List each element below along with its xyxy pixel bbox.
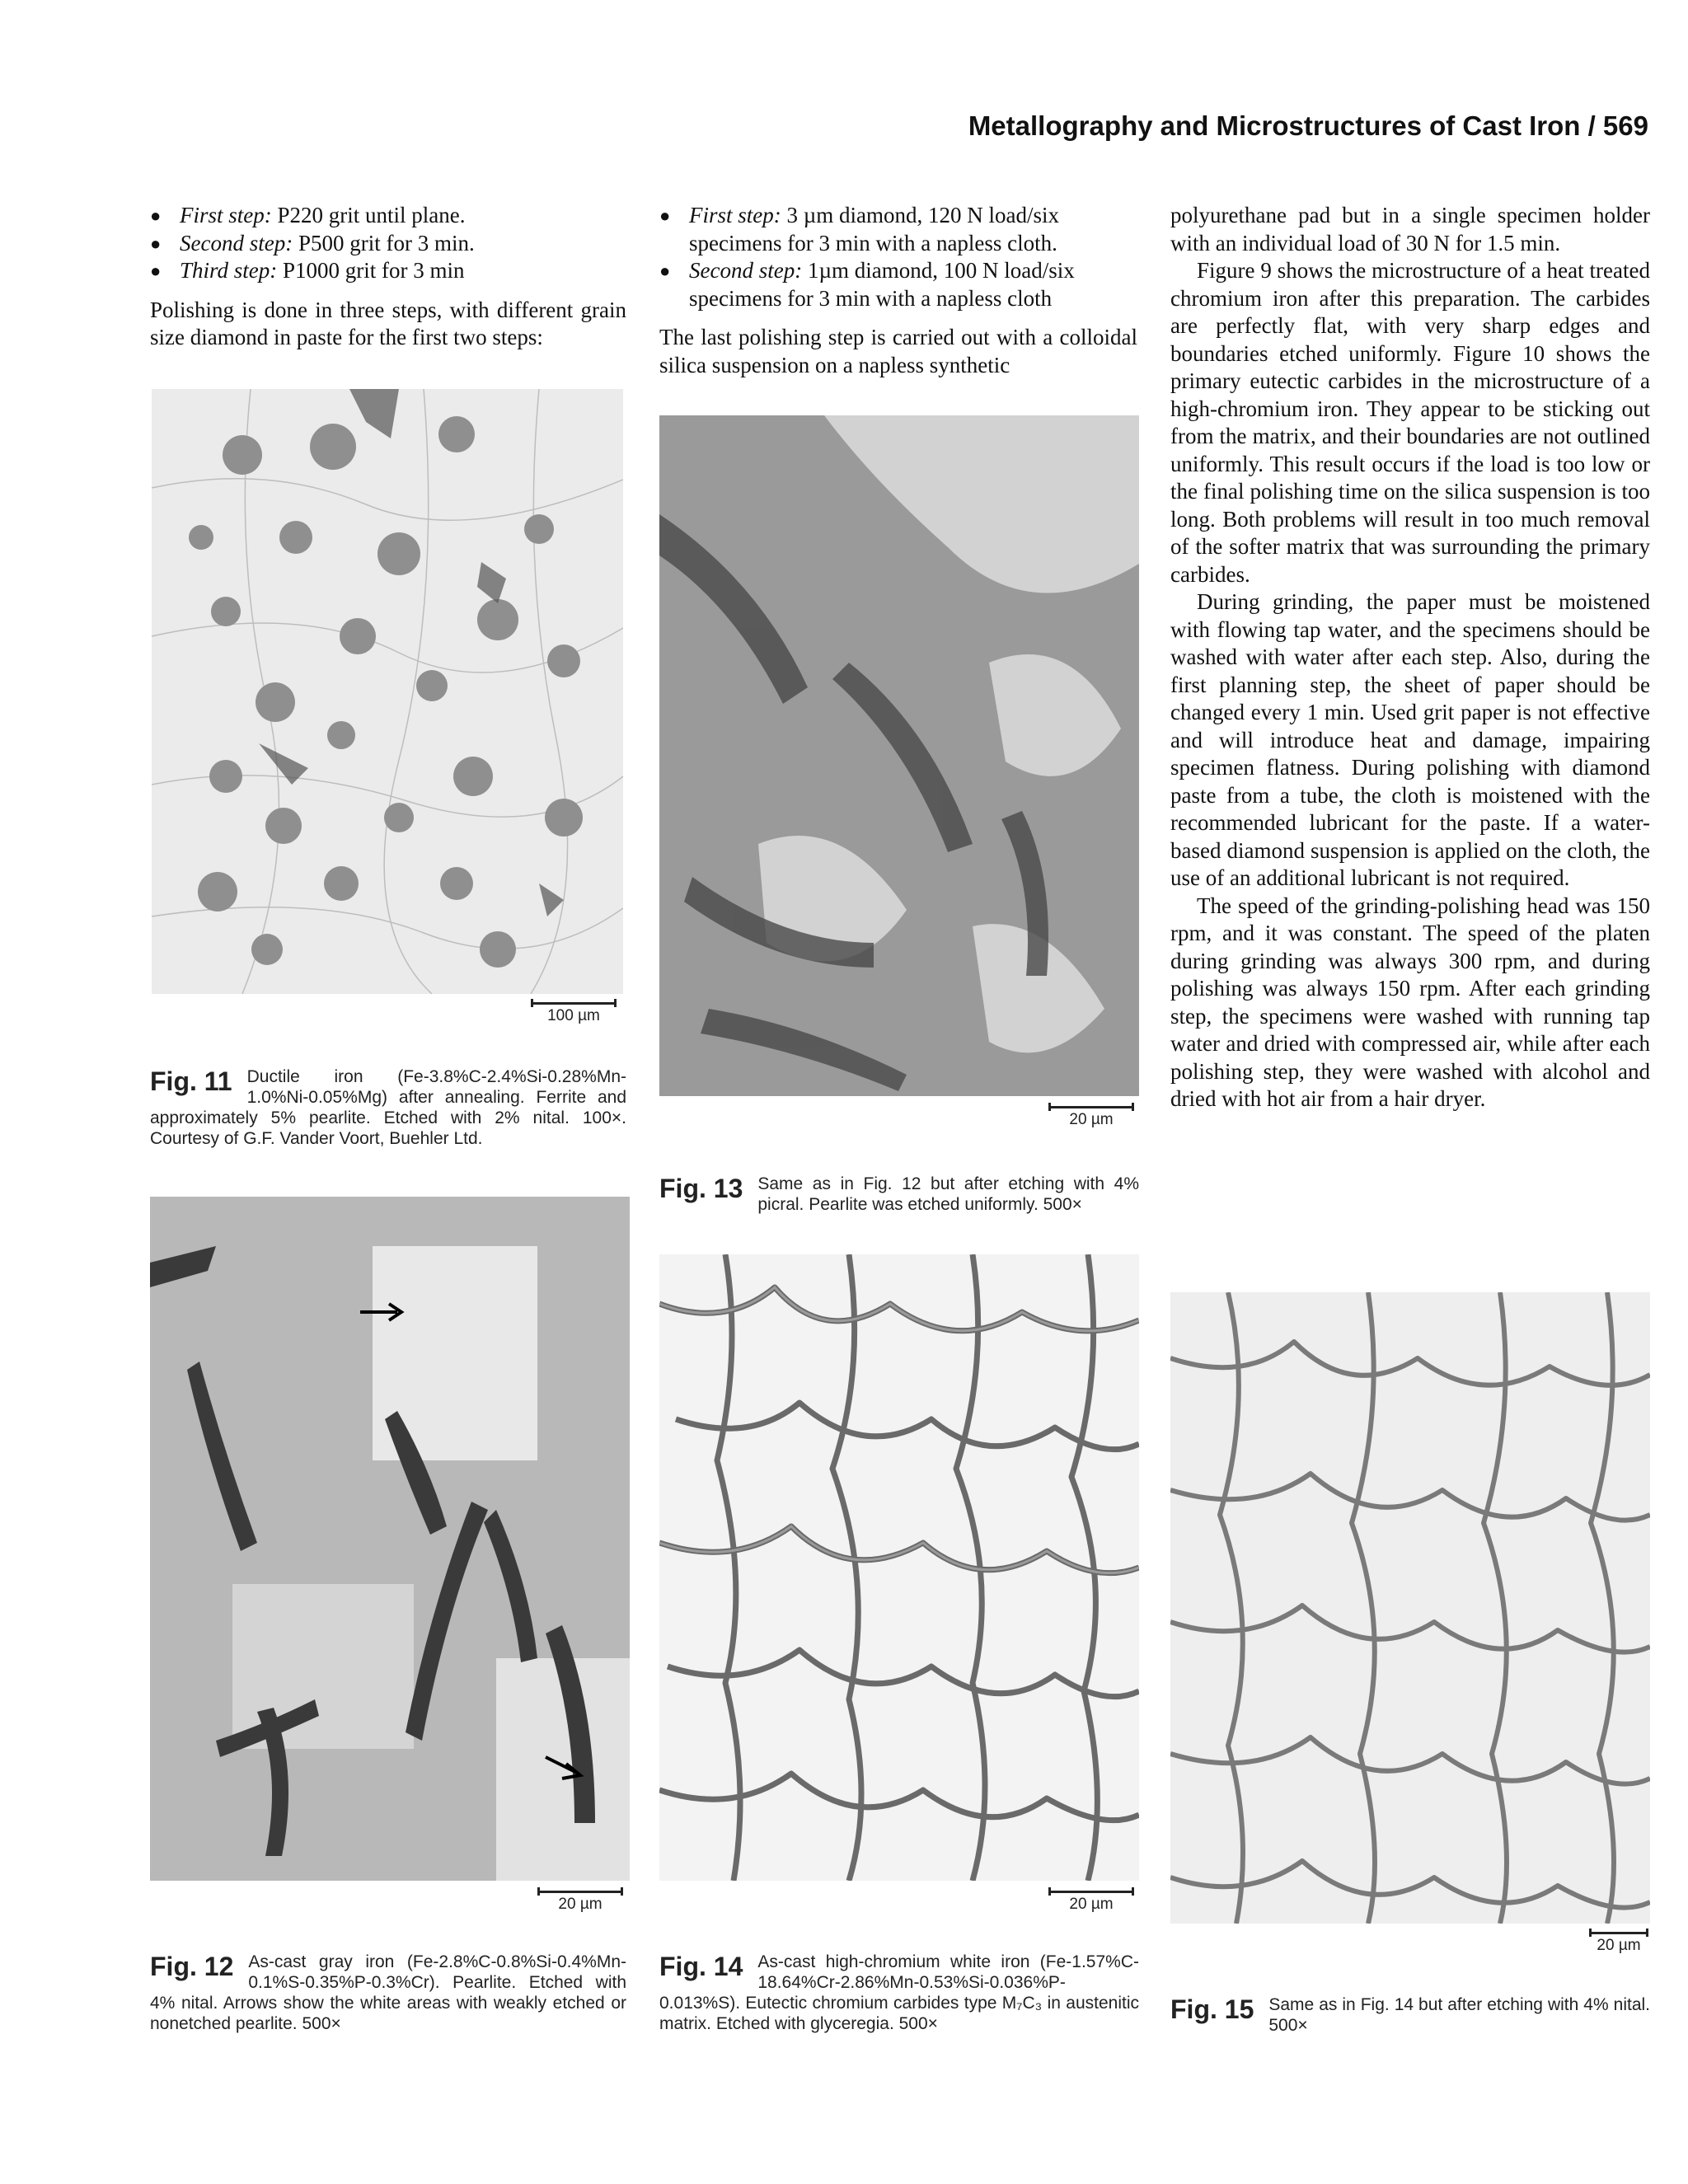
- fig14-caption: [659, 1952, 1139, 2034]
- scale-bar-line: [537, 1887, 623, 1896]
- scale-bar-line: [1048, 1103, 1134, 1111]
- list-item: ● Second step: P500 grit for 3 min.: [150, 230, 626, 258]
- carbide-network-nital-image: [1170, 1292, 1650, 1924]
- carbide-network-image: [659, 1254, 1139, 1881]
- paragraph: During grinding, the paper must be moistened with flowing tap water, and the specimens should be washed with water after each step. Also, during the first planning step, the sheet of paper should be changed every 1 min. Used grit paper is not effective and will introduce heat and damage, impairing specimen flatness. During polishing with diamond paste from a tube, the cloth is moistened with the recommended lubricant for the paste. If a water-based diamond suspension is applied on the cloth, the use of an additional lubricant is not required.: [1170, 589, 1650, 890]
- fig14-scale-bar: [1048, 1887, 1134, 1914]
- polishing-steps-list: [659, 202, 1137, 312]
- fig11-caption: [150, 1066, 626, 1149]
- column-1-text: [150, 202, 626, 352]
- scale-bar-label: 100 µm: [547, 1007, 600, 1024]
- caption-text: Ductile iron (Fe-3.8%C-2.4%Si-0.28%Mn-1.0%Ni-0.05%Mg) after annealing. Ferrite and approximately 5% pearlite. Etched with 2% nital. 100×. Courtesy of G.F. Vander Voort, Buehler Ltd.: [150, 1067, 626, 1148]
- fig15-micrograph: [1170, 1292, 1650, 1924]
- column-2-text: [659, 202, 1137, 379]
- paragraph: The speed of the grinding-polishing head was 150 rpm, and it was constant. The speed of the platen during grinding was always 300 rpm, and during polishing was always 150 rpm. After each grinding step, the specimens were washed with running tap water and dried with compressed air, while after each polishing step, they were washed with alcohol and dried with hot air from a hair dryer.: [1170, 893, 1650, 1111]
- figure-label: Fig. 11: [150, 1066, 232, 1096]
- scale-bar-label: 20 µm: [1069, 1111, 1114, 1128]
- fig15-caption: [1170, 1994, 1650, 2036]
- paragraph: Figure 9 shows the microstructure of a heat treated chromium iron after this preparation. The carbides are perfectly flat, with very sharp edges and boundaries etched uniformly. Figure 10 shows the primary eutectic carbides in the microstructure of a high-chromium iron. They appear to be sticking out from the matrix, and their boundaries are not outlined uniformly. This result occurs if the load is too low or the final polishing time on the silica suspension is too long. Both problems will result in too much removal of the softer matrix that was surrounding the primary carbides.: [1170, 258, 1650, 587]
- scale-bar-line: [531, 999, 617, 1007]
- fig13-caption: [659, 1174, 1139, 1215]
- fig11-scale-bar: [531, 999, 617, 1025]
- grinding-steps-list: [150, 202, 626, 285]
- caption-text: As-cast gray iron (Fe-2.8%C-0.8%Si-0.4%Mn-0.1%S-0.35%P-0.3%Cr). Pearlite. Etched with 4% nital. Arrows show the white areas with weakly etched or nonetched pearlite. 500×: [150, 1952, 626, 2033]
- fig12-caption: [150, 1952, 626, 2034]
- running-header: Metallography and Microstructures of Cast Iron / 569: [968, 110, 1648, 141]
- paragraph: polyurethane pad but in a single specimen holder with an individual load of 30 N for 1.5 min.: [1170, 203, 1650, 255]
- figure-label: Fig. 15: [1170, 1994, 1254, 2024]
- fig13-scale-bar: [1048, 1103, 1134, 1129]
- fig15-scale-bar: [1589, 1929, 1648, 1955]
- column-3-text: [1170, 202, 1650, 1113]
- caption-text: Same as in Fig. 14 but after etching with 4% nital. 500×: [1268, 1995, 1650, 2035]
- fig12-scale-bar: [537, 1887, 623, 1914]
- paragraph: The last polishing step is carried out with a colloidal silica suspension on a napless synthetic: [659, 325, 1137, 377]
- scale-bar-line: [1589, 1929, 1648, 1937]
- figure-label: Fig. 12: [150, 1952, 234, 1981]
- list-item: ● First step: P220 grit until plane.: [150, 202, 626, 230]
- fig14-micrograph: [659, 1254, 1139, 1881]
- list-item: ● Third step: P1000 grit for 3 min: [150, 257, 626, 285]
- paragraph: Polishing is done in three steps, with different grain size diamond in paste for the first two steps:: [150, 297, 626, 349]
- caption-text: Same as in Fig. 12 but after etching with 4% picral. Pearlite was etched uniformly. 500×: [757, 1174, 1139, 1214]
- pearlite-image: [659, 415, 1139, 1096]
- fig12-micrograph: [150, 1197, 630, 1881]
- list-item: ● Second step: 1µm diamond, 100 N load/six specimens for 3 min with a napless cloth: [659, 257, 1137, 312]
- graphite-flakes-image: [150, 1197, 630, 1881]
- scale-bar-label: 20 µm: [1069, 1896, 1114, 1913]
- list-item: ● First step: 3 µm diamond, 120 N load/six specimens for 3 min with a napless cloth.: [659, 202, 1137, 257]
- fig11-micrograph: [152, 389, 623, 994]
- fig13-micrograph: [659, 415, 1139, 1096]
- scale-bar-label: 20 µm: [558, 1896, 603, 1913]
- figure-label: Fig. 13: [659, 1174, 743, 1203]
- scale-bar-label: 20 µm: [1597, 1937, 1641, 1954]
- caption-text: As-cast high-chromium white iron (Fe-1.57%C-18.64%Cr-2.86%Mn-0.53%Si-0.036%P-0.013%S). Eutectic chromium carbides type M₇C₃ in austenitic matrix. Etched with glyceregia. 500×: [659, 1952, 1139, 2033]
- nodules-image: [152, 389, 623, 994]
- figure-label: Fig. 14: [659, 1952, 743, 1981]
- scale-bar-line: [1048, 1887, 1134, 1896]
